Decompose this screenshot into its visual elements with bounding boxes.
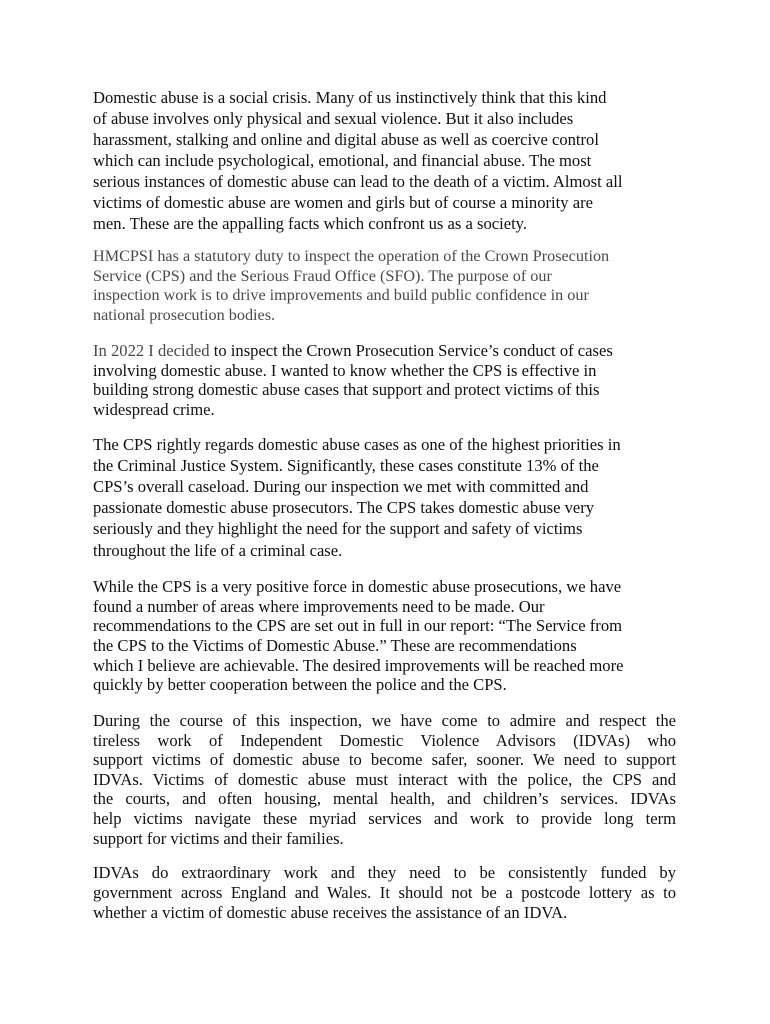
text-line: During the course of this inspection, we have come to admire and respect the: [93, 711, 676, 731]
text-span: to inspect the Crown Prosecution Service’s conduct of cases: [209, 340, 613, 360]
text-line: The CPS rightly regards domestic abuse cases as one of the highest priorities in: [93, 434, 621, 454]
text-line: building strong domestic abuse cases that support and protect victims of this: [93, 380, 600, 400]
text-line: tireless work of Independent Domestic Violence Advisors (IDVAs) who: [93, 730, 676, 750]
text-line: While the CPS is a very positive force in domestic abuse prosecutions, we have: [93, 576, 622, 596]
text-line: Service (CPS) and the Serious Fraud Office (SFO). The purpose of our: [93, 266, 552, 285]
text-line: Domestic abuse is a social crisis. Many of us instinctively think that this kind: [93, 88, 607, 107]
text-line: found a number of areas where improvements need to be made. Our: [93, 596, 545, 616]
text-line: of abuse involves only physical and sexual violence. But it also includes: [93, 109, 574, 128]
paragraph-hmcpsi-duty: [93, 247, 678, 326]
text-line: national prosecution bodies.: [93, 306, 276, 325]
text-line: quickly by better cooperation between the police and the CPS.: [93, 675, 507, 695]
text-line: which I believe are achievable. The desired improvements will be reached more: [93, 655, 624, 675]
text-line: the courts, and often housing, mental health, and children’s services. IDVAs: [93, 789, 676, 809]
text-line: support for victims and their families.: [93, 828, 344, 848]
text-line: CPS’s overall caseload. During our inspection we met with committed and: [93, 477, 589, 497]
text-line: which can include psychological, emotional, and financial abuse. The most: [93, 151, 592, 170]
text-line: help victims navigate these myriad services and work to provide long term: [93, 809, 676, 829]
text-line: serious instances of domestic abuse can lead to the death of a victim. Almost all: [93, 172, 623, 191]
text-line: recommendations to the CPS are set out in full in our report: “The Service from: [93, 616, 623, 636]
text-line: government across England and Wales. It should not be a postcode lottery as to: [93, 883, 676, 903]
paragraph-inspection-decision: [93, 341, 678, 420]
text-line: the CPS to the Victims of Domestic Abuse.” These are recommendations: [93, 635, 577, 655]
text-line: passionate domestic abuse prosecutors. The CPS takes domestic abuse very: [93, 498, 595, 518]
paragraph-social-crisis: [93, 87, 678, 234]
text-line: involving domestic abuse. I wanted to know whether the CPS is effective in: [93, 360, 597, 380]
text-line: throughout the life of a criminal case.: [93, 540, 343, 560]
text-line: victims of domestic abuse are women and girls but of course a minority are: [93, 193, 593, 212]
decision-year-span: In 2022 I decided: [93, 340, 210, 360]
document-page: [93, 87, 678, 923]
text-line: whether a victim of domestic abuse receives the assistance of an IDVA.: [93, 903, 568, 923]
paragraph-idva-work: [93, 711, 678, 848]
paragraph-idva-funding: [93, 863, 678, 923]
text-line: HMCPSI has a statutory duty to inspect the operation of the Crown Prosecution: [93, 247, 610, 265]
text-line: the Criminal Justice System. Significantly, these cases constitute 13% of the: [93, 455, 599, 475]
text-line: inspection work is to drive improvements and build public confidence in our: [93, 286, 589, 305]
text-line: seriously and they highlight the need for the support and safety of victims: [93, 519, 583, 539]
text-line: harassment, stalking and online and digital abuse as well as coercive control: [93, 130, 599, 149]
text-line: widespread crime.: [93, 399, 215, 419]
paragraph-cps-priorities: [93, 434, 678, 561]
text-line: support victims of domestic abuse to become safer, sooner. We need to support: [93, 750, 676, 770]
text-line: [93, 341, 678, 361]
text-line: IDVAs do extraordinary work and they need to be consistently funded by: [93, 863, 676, 883]
text-line: men. These are the appalling facts which confront us as a society.: [93, 214, 528, 233]
paragraph-recommendations: [93, 577, 678, 695]
text-line: IDVAs. Victims of domestic abuse must interact with the police, the CPS and: [93, 769, 676, 789]
